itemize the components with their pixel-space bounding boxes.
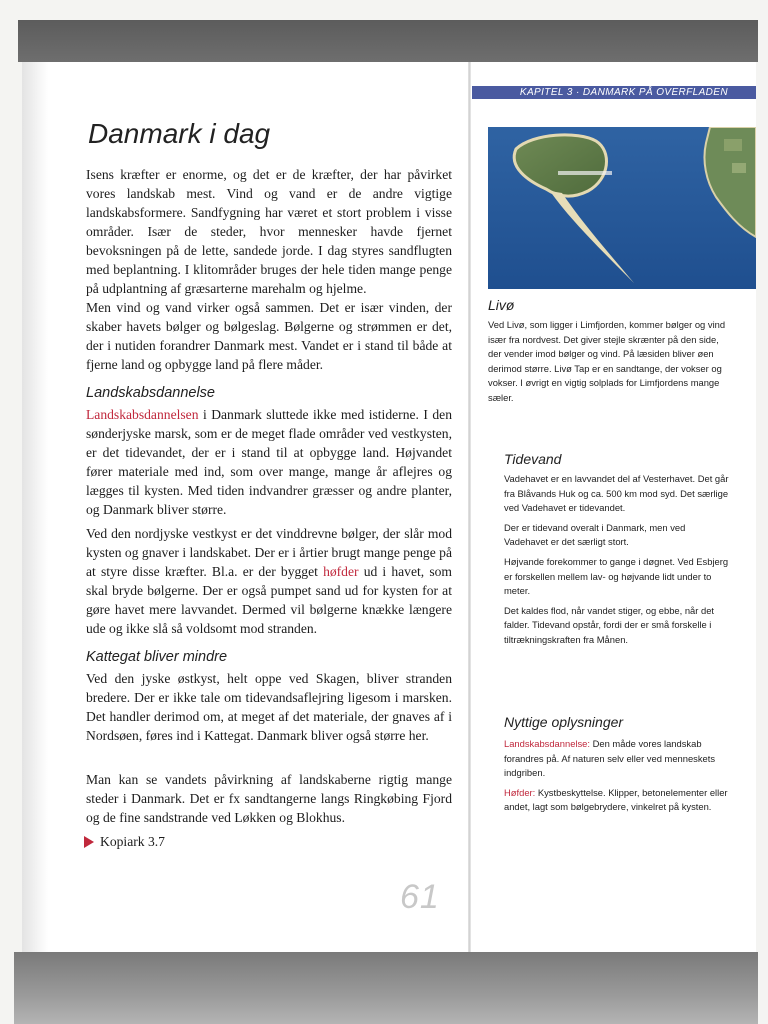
column-divider: [468, 62, 471, 952]
section-heading-kattegat: Kattegat bliver mindre: [86, 649, 228, 665]
scan-border-top: [18, 20, 758, 62]
intro-paragraph: Isens kræfter er enorme, og det er de kræfter, der har påvirket vores landskab mest. Vind og vand er de andre vigtige landskabsformere. Sandfygning har været et stort problem i visse områder. Især de steder, hvor mennesker havde fjernet bevoksningen på de lette, sandede jorde. I dag styres sandflugten med beplantning. I klitområder bruges der hele tiden mange penge på udplantning af græsarterne marehalm og hjelme.: [86, 167, 452, 296]
glossary-entry: Landskabsdannelse: Den måde vores landskab forandres på. Af naturen selv eller ved menneskets indgriben.: [504, 738, 716, 779]
kattegat-paragraph: Ved den jyske østkyst, helt oppe ved Skagen, bliver stranden bredere. Der er ikke tale om tidevandsaflejring ligesom i marsken. Det handler derimod om, at meget af det materiale, der gnaves af i Nordsøen, føres ind i Kattegat. Danmark bliver også større her.: [86, 671, 452, 743]
wind-water-paragraph: Men vind og vand virker også sammen. Det er især vinden, der skaber havets bølger og bølgeslag. Bølgerne og strømmen er det, der i nutiden forandrer Danmark mest. Vandet er i stand til både at fjerne land og opbygge land på flere måder.: [86, 300, 452, 372]
highlight-term: Landskabsdannelsen: [86, 407, 199, 422]
copy-sheet-reference: Kopiark 3.7: [84, 834, 165, 850]
sidebar-glossary: [504, 737, 732, 820]
page-shadow: [22, 62, 48, 952]
sidebar-tidevand-text: Vadehavet er en lavvandet del af Vesterhavet. Det går fra Blåvands Huk og ca. 500 km mod syd. Det særlige ved Vadehavet er tidevandet. Der er tidevand overalt i Danmark, men ved Vadehavet er det særligt stort. Højvande forekommer to gange i døgnet. Ved Esbjerg er forskellen mellem lav- og højvande lidt under to meter. Det kaldes flod, når vandet stiger, og ebbe, når det falder. Tidevand opstår, fordi der er små forskelle i tiltrækningskraften fra Månen.: [504, 473, 729, 645]
page-title: Danmark i dag: [88, 118, 271, 149]
sidebar-livo-text: Ved Livø, som ligger i Limfjorden, kommer bølger og vind især fra nordvest. Det giver stejle skrænter på den side, der vender imod bølger og vind. På læsiden bliver øen derimod større. Livø Tap er en sandtange, der vokser og vokser. I øvrigt en vigtig solplads for Limfjordens mange sæler.: [488, 319, 726, 403]
arrow-icon: [84, 836, 94, 848]
sidebar-heading-livo: Livø: [488, 297, 515, 313]
scan-border-bottom: [14, 952, 758, 1024]
aerial-photo-image: [488, 127, 756, 289]
chapter-header: KAPITEL 3 · DANMARK PÅ OVERFLADEN: [472, 86, 756, 99]
page-number: 61: [400, 878, 440, 916]
aerial-photo-livo: [488, 127, 756, 289]
closing-paragraph: Man kan se vandets påvirkning af landskaberne rigtig mange steder i Danmark. Det er fx sandtangerne langs Ringkøbing Fjord og de fine sandstrande ved Løkken og Blokhus.: [86, 772, 452, 825]
landscape-paragraph: Landskabsdannelsen i Danmark sluttede ikke med istiderne. I den sønderjyske marsk, som er de meget flade områder ved vestkysten, er det tidevandet, der er i stand til at opbygge land. Højvandet fører materiale med ind, som over mange, mange år aflejres og lægges til kysten. Med tiden indvandrer græsser og andre planter, og Danmark bliver større.: [86, 407, 452, 517]
sidebar-heading-tidevand: Tidevand: [504, 451, 562, 467]
section-heading-landskabsdannelse: Landskabsdannelse: [86, 385, 215, 401]
glossary-entry: Høfder: Kystbeskyttelse. Klipper, betonelementer eller andet, lagt som bølgebrydere, vinkelret på kysten.: [504, 786, 728, 813]
sidebar-heading-glossary: Nyttige oplysninger: [504, 714, 624, 730]
west-coast-paragraph: Ved den nordjyske vestkyst er det vinddrevne bølger, der slår mod kysten og gnaver i landskabet. Der er i årtier brugt mange penge på at styre disse kræfter. Bl.a. er der bygget høfder ud i havet, som skal bryde bølgerne. Der er også pumpet sand ud for kysten for at gøre havet mere lavvandet. Dermed vil bølgerne knække længere ude og ikke slå så voldsomt mod stranden.: [86, 526, 452, 636]
highlight-term: høfder: [323, 564, 359, 579]
